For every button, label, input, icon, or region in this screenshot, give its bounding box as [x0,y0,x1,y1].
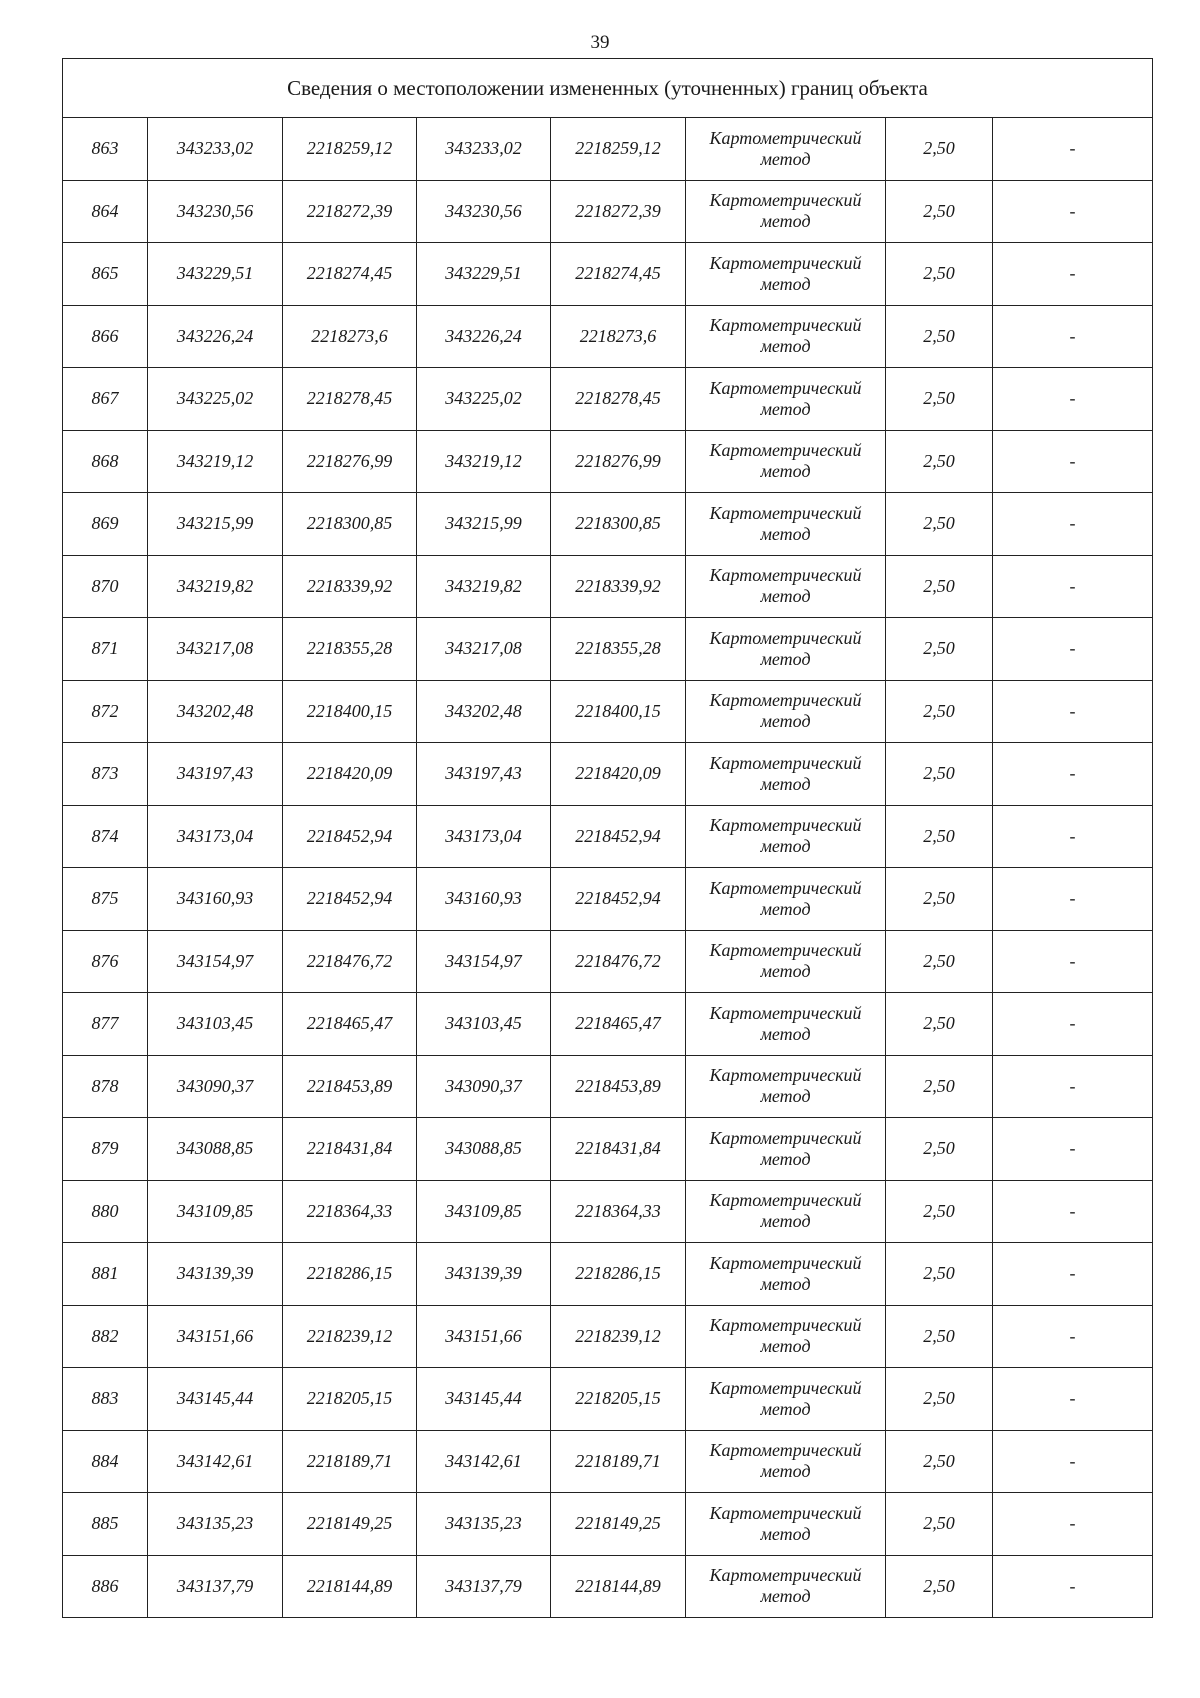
table-row [63,868,1153,931]
table-row [63,930,1153,993]
y-refined-cell: 2218420,09 [551,743,686,806]
y-refined-cell: 2218453,89 [551,1055,686,1118]
table-row [63,1118,1153,1181]
x-refined-cell: 343137,79 [417,1555,551,1618]
x-existing-cell: 343233,02 [148,118,283,181]
determination-method-cell [686,118,886,181]
x-refined-cell: 343229,51 [417,243,551,306]
y-refined-cell: 2218452,94 [551,868,686,931]
method-line-1: Картометрический [709,190,862,211]
x-existing-cell: 343226,24 [148,305,283,368]
x-refined-cell: 343109,85 [417,1180,551,1243]
x-refined-cell: 343202,48 [417,680,551,743]
point-number-cell: 879 [63,1118,148,1181]
table-row [63,1180,1153,1243]
table-row [63,993,1153,1056]
x-existing-cell: 343139,39 [148,1243,283,1306]
point-number-cell: 871 [63,618,148,681]
y-existing-cell: 2218339,92 [283,555,417,618]
method-line-1: Картометрический [709,440,862,461]
method-line-2: метод [760,273,811,294]
determination-method-cell [686,1368,886,1431]
mean-square-error-cell: 2,50 [886,118,993,181]
description-cell: - [993,1243,1153,1306]
y-refined-cell: 2218286,15 [551,1243,686,1306]
method-line-1: Картометрический [709,1127,862,1148]
point-number-cell: 867 [63,368,148,431]
mean-square-error-cell: 2,50 [886,430,993,493]
y-existing-cell: 2218431,84 [283,1118,417,1181]
method-line-2: метод [760,961,811,982]
y-refined-cell: 2218239,12 [551,1305,686,1368]
x-existing-cell: 343219,82 [148,555,283,618]
y-existing-cell: 2218205,15 [283,1368,417,1431]
point-number-cell: 877 [63,993,148,1056]
x-refined-cell: 343219,82 [417,555,551,618]
x-refined-cell: 343142,61 [417,1430,551,1493]
y-existing-cell: 2218272,39 [283,180,417,243]
y-existing-cell: 2218144,89 [283,1555,417,1618]
table-row [63,618,1153,681]
method-line-2: метод [760,211,811,232]
table-row [63,1305,1153,1368]
method-line-1: Картометрический [709,1315,862,1336]
y-refined-cell: 2218274,45 [551,243,686,306]
x-existing-cell: 343137,79 [148,1555,283,1618]
x-existing-cell: 343103,45 [148,993,283,1056]
method-line-1: Картометрический [709,1565,862,1586]
y-refined-cell: 2218476,72 [551,930,686,993]
description-cell: - [993,180,1153,243]
point-number-cell: 870 [63,555,148,618]
table-body [63,118,1153,1618]
determination-method-cell [686,430,886,493]
method-line-1: Картометрический [709,1440,862,1461]
boundary-coordinates-table [62,58,1153,1618]
description-cell: - [993,1368,1153,1431]
description-cell: - [993,368,1153,431]
x-refined-cell: 343225,02 [417,368,551,431]
method-line-2: метод [760,898,811,919]
determination-method-cell [686,493,886,556]
point-number-cell: 864 [63,180,148,243]
y-refined-cell: 2218278,45 [551,368,686,431]
description-cell: - [993,493,1153,556]
mean-square-error-cell: 2,50 [886,868,993,931]
mean-square-error-cell: 2,50 [886,180,993,243]
determination-method-cell [686,1243,886,1306]
method-line-1: Картометрический [709,1065,862,1086]
x-existing-cell: 343109,85 [148,1180,283,1243]
description-cell: - [993,993,1153,1056]
description-cell: - [993,1305,1153,1368]
point-number-cell: 868 [63,430,148,493]
table-row [63,1430,1153,1493]
y-refined-cell: 2218400,15 [551,680,686,743]
y-refined-cell: 2218259,12 [551,118,686,181]
point-number-cell: 878 [63,1055,148,1118]
y-existing-cell: 2218420,09 [283,743,417,806]
point-number-cell: 881 [63,1243,148,1306]
table-caption: Сведения о местоположении измененных (уточненных) границ объекта [63,59,1153,118]
mean-square-error-cell: 2,50 [886,930,993,993]
y-existing-cell: 2218452,94 [283,805,417,868]
y-existing-cell: 2218476,72 [283,930,417,993]
determination-method-cell [686,1305,886,1368]
method-line-2: метод [760,773,811,794]
description-cell: - [993,1555,1153,1618]
x-refined-cell: 343173,04 [417,805,551,868]
y-refined-cell: 2218339,92 [551,555,686,618]
y-existing-cell: 2218286,15 [283,1243,417,1306]
table-row [63,493,1153,556]
mean-square-error-cell: 2,50 [886,243,993,306]
mean-square-error-cell: 2,50 [886,555,993,618]
method-line-1: Картометрический [709,627,862,648]
determination-method-cell [686,555,886,618]
method-line-1: Картометрический [709,377,862,398]
point-number-cell: 863 [63,118,148,181]
table-row [63,1493,1153,1556]
description-cell: - [993,1493,1153,1556]
x-existing-cell: 343230,56 [148,180,283,243]
determination-method-cell [686,618,886,681]
point-number-cell: 876 [63,930,148,993]
x-existing-cell: 343154,97 [148,930,283,993]
determination-method-cell [686,1555,886,1618]
mean-square-error-cell: 2,50 [886,1180,993,1243]
mean-square-error-cell: 2,50 [886,305,993,368]
y-refined-cell: 2218355,28 [551,618,686,681]
x-refined-cell: 343145,44 [417,1368,551,1431]
method-line-1: Картометрический [709,877,862,898]
mean-square-error-cell: 2,50 [886,680,993,743]
point-number-cell: 872 [63,680,148,743]
method-line-2: метод [760,398,811,419]
determination-method-cell [686,743,886,806]
method-line-2: метод [760,1211,811,1232]
x-existing-cell: 343173,04 [148,805,283,868]
method-line-1: Картометрический [709,502,862,523]
mean-square-error-cell: 2,50 [886,1305,993,1368]
x-refined-cell: 343215,99 [417,493,551,556]
x-existing-cell: 343197,43 [148,743,283,806]
description-cell: - [993,868,1153,931]
method-line-1: Картометрический [709,690,862,711]
determination-method-cell [686,180,886,243]
x-existing-cell: 343215,99 [148,493,283,556]
method-line-2: метод [760,1023,811,1044]
y-refined-cell: 2218272,39 [551,180,686,243]
determination-method-cell [686,368,886,431]
y-existing-cell: 2218465,47 [283,993,417,1056]
y-refined-cell: 2218144,89 [551,1555,686,1618]
determination-method-cell [686,930,886,993]
table-row [63,368,1153,431]
method-line-2: метод [760,148,811,169]
y-existing-cell: 2218276,99 [283,430,417,493]
page-number: 39 [590,32,610,53]
determination-method-cell [686,1180,886,1243]
x-refined-cell: 343230,56 [417,180,551,243]
x-existing-cell: 343090,37 [148,1055,283,1118]
point-number-cell: 885 [63,1493,148,1556]
mean-square-error-cell: 2,50 [886,368,993,431]
mean-square-error-cell: 2,50 [886,1555,993,1618]
y-refined-cell: 2218276,99 [551,430,686,493]
y-refined-cell: 2218149,25 [551,1493,686,1556]
method-line-2: метод [760,586,811,607]
y-refined-cell: 2218300,85 [551,493,686,556]
table-row [63,805,1153,868]
table-row [63,180,1153,243]
mean-square-error-cell: 2,50 [886,805,993,868]
point-number-cell: 874 [63,805,148,868]
determination-method-cell [686,243,886,306]
y-refined-cell: 2218364,33 [551,1180,686,1243]
point-number-cell: 865 [63,243,148,306]
determination-method-cell [686,1118,886,1181]
mean-square-error-cell: 2,50 [886,1368,993,1431]
method-line-1: Картометрический [709,1002,862,1023]
determination-method-cell [686,680,886,743]
x-existing-cell: 343160,93 [148,868,283,931]
method-line-2: метод [760,1523,811,1544]
method-line-1: Картометрический [709,127,862,148]
determination-method-cell [686,1430,886,1493]
x-refined-cell: 343139,39 [417,1243,551,1306]
point-number-cell: 875 [63,868,148,931]
y-refined-cell: 2218465,47 [551,993,686,1056]
method-line-2: метод [760,1461,811,1482]
x-existing-cell: 343145,44 [148,1368,283,1431]
table-row [63,1055,1153,1118]
mean-square-error-cell: 2,50 [886,493,993,556]
y-existing-cell: 2218300,85 [283,493,417,556]
y-existing-cell: 2218364,33 [283,1180,417,1243]
y-existing-cell: 2218189,71 [283,1430,417,1493]
description-cell: - [993,618,1153,681]
method-line-1: Картометрический [709,752,862,773]
method-line-2: метод [760,1273,811,1294]
point-number-cell: 883 [63,1368,148,1431]
description-cell: - [993,1055,1153,1118]
y-existing-cell: 2218273,6 [283,305,417,368]
method-line-2: метод [760,336,811,357]
determination-method-cell [686,993,886,1056]
x-existing-cell: 343142,61 [148,1430,283,1493]
table-row [63,1243,1153,1306]
mean-square-error-cell: 2,50 [886,743,993,806]
table-row [63,1555,1153,1618]
mean-square-error-cell: 2,50 [886,993,993,1056]
determination-method-cell [686,1493,886,1556]
method-line-2: метод [760,461,811,482]
method-line-1: Картометрический [709,1252,862,1273]
x-refined-cell: 343103,45 [417,993,551,1056]
point-number-cell: 866 [63,305,148,368]
method-line-2: метод [760,648,811,669]
y-existing-cell: 2218400,15 [283,680,417,743]
description-cell: - [993,1430,1153,1493]
y-refined-cell: 2218452,94 [551,805,686,868]
table-row [63,1368,1153,1431]
method-line-1: Картометрический [709,1377,862,1398]
x-existing-cell: 343229,51 [148,243,283,306]
description-cell: - [993,305,1153,368]
y-existing-cell: 2218149,25 [283,1493,417,1556]
point-number-cell: 869 [63,493,148,556]
x-refined-cell: 343160,93 [417,868,551,931]
x-refined-cell: 343135,23 [417,1493,551,1556]
mean-square-error-cell: 2,50 [886,1430,993,1493]
x-refined-cell: 343151,66 [417,1305,551,1368]
description-cell: - [993,243,1153,306]
x-refined-cell: 343226,24 [417,305,551,368]
x-refined-cell: 343233,02 [417,118,551,181]
determination-method-cell [686,1055,886,1118]
y-existing-cell: 2218355,28 [283,618,417,681]
table-row [63,430,1153,493]
point-number-cell: 880 [63,1180,148,1243]
table-row [63,680,1153,743]
method-line-2: метод [760,1148,811,1169]
x-existing-cell: 343217,08 [148,618,283,681]
x-refined-cell: 343090,37 [417,1055,551,1118]
determination-method-cell [686,305,886,368]
point-number-cell: 886 [63,1555,148,1618]
x-existing-cell: 343202,48 [148,680,283,743]
table-row [63,743,1153,806]
point-number-cell: 882 [63,1305,148,1368]
description-cell: - [993,930,1153,993]
description-cell: - [993,680,1153,743]
x-refined-cell: 343088,85 [417,1118,551,1181]
x-refined-cell: 343217,08 [417,618,551,681]
description-cell: - [993,430,1153,493]
method-line-2: метод [760,1336,811,1357]
method-line-2: метод [760,1086,811,1107]
point-number-cell: 873 [63,743,148,806]
table-row [63,305,1153,368]
description-cell: - [993,805,1153,868]
description-cell: - [993,743,1153,806]
method-line-1: Картометрический [709,940,862,961]
method-line-1: Картометрический [709,565,862,586]
x-existing-cell: 343088,85 [148,1118,283,1181]
mean-square-error-cell: 2,50 [886,1055,993,1118]
x-existing-cell: 343219,12 [148,430,283,493]
description-cell: - [993,555,1153,618]
method-line-2: метод [760,1586,811,1607]
method-line-2: метод [760,711,811,732]
determination-method-cell [686,805,886,868]
determination-method-cell [686,868,886,931]
y-existing-cell: 2218259,12 [283,118,417,181]
y-refined-cell: 2218205,15 [551,1368,686,1431]
mean-square-error-cell: 2,50 [886,1243,993,1306]
y-refined-cell: 2218431,84 [551,1118,686,1181]
x-existing-cell: 343151,66 [148,1305,283,1368]
method-line-1: Картометрический [709,815,862,836]
method-line-2: метод [760,1398,811,1419]
point-number-cell: 884 [63,1430,148,1493]
y-existing-cell: 2218239,12 [283,1305,417,1368]
x-existing-cell: 343225,02 [148,368,283,431]
method-line-2: метод [760,836,811,857]
mean-square-error-cell: 2,50 [886,1118,993,1181]
y-refined-cell: 2218273,6 [551,305,686,368]
method-line-1: Картометрический [709,1190,862,1211]
description-cell: - [993,1118,1153,1181]
x-refined-cell: 343154,97 [417,930,551,993]
table-row [63,118,1153,181]
mean-square-error-cell: 2,50 [886,618,993,681]
x-refined-cell: 343197,43 [417,743,551,806]
table-row [63,243,1153,306]
description-cell: - [993,118,1153,181]
method-line-1: Картометрический [709,315,862,336]
x-refined-cell: 343219,12 [417,430,551,493]
y-existing-cell: 2218452,94 [283,868,417,931]
method-line-1: Картометрический [709,252,862,273]
y-existing-cell: 2218453,89 [283,1055,417,1118]
y-refined-cell: 2218189,71 [551,1430,686,1493]
method-line-2: метод [760,523,811,544]
y-existing-cell: 2218278,45 [283,368,417,431]
mean-square-error-cell: 2,50 [886,1493,993,1556]
x-existing-cell: 343135,23 [148,1493,283,1556]
table-row [63,555,1153,618]
description-cell: - [993,1180,1153,1243]
method-line-1: Картометрический [709,1502,862,1523]
y-existing-cell: 2218274,45 [283,243,417,306]
